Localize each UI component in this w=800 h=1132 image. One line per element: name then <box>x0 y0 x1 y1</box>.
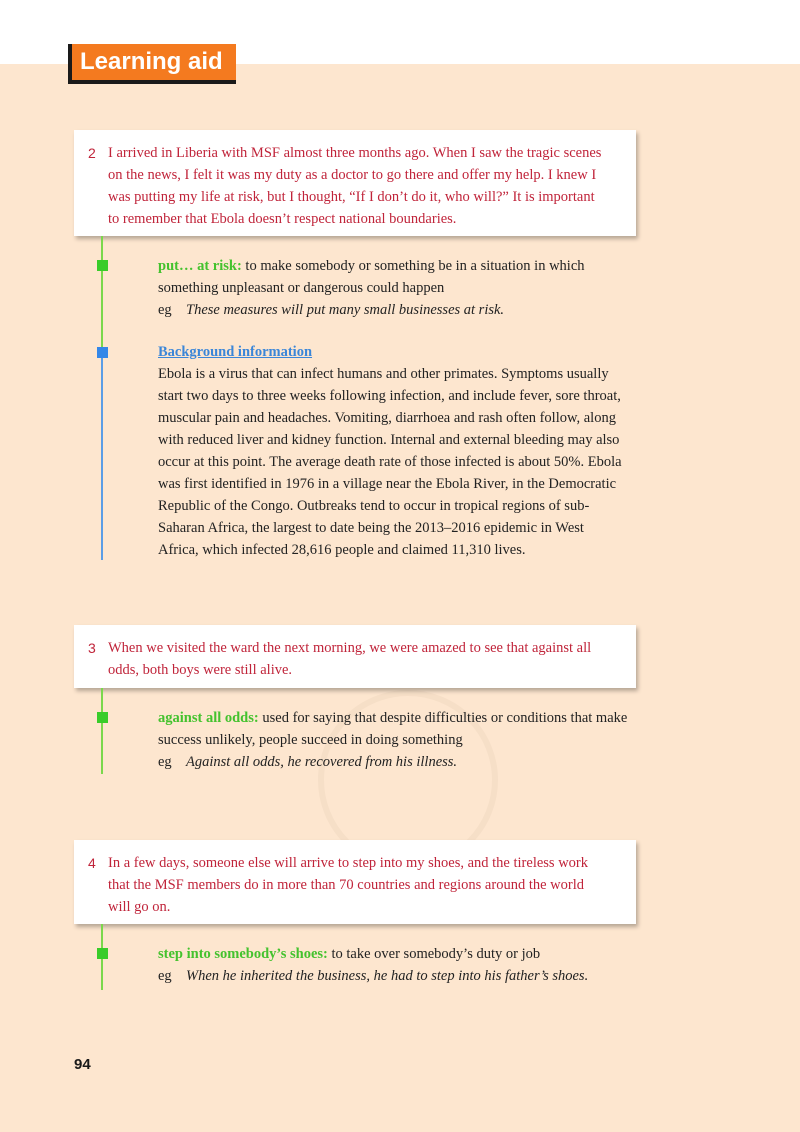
quote-box-2 <box>74 130 636 236</box>
background-line: was first identified in 1976 in a village near the Ebola River, in the Democratic <box>158 476 617 492</box>
background-title: Background information <box>158 344 313 360</box>
vocab-definition: to make somebody or something be in a situation in which <box>245 258 585 274</box>
quote-box-4 <box>74 840 636 924</box>
vocab-note <box>158 943 638 987</box>
header-title: Learning aid <box>72 44 236 80</box>
vocab-term: against all odds: <box>158 710 259 726</box>
eg-label: eg <box>158 754 172 770</box>
eg-label: eg <box>158 302 172 318</box>
quote-line: was putting my life at risk, but I thought, “If I don’t do it, who will?” It is important <box>108 189 595 205</box>
background-line: start two days to three weeks following infection, and include fever, sore throat, <box>158 388 621 404</box>
background-line: occur at this point. The average death rate of those infected is about 50%. Ebola <box>158 454 622 470</box>
vocab-example: When he inherited the business, he had to step into his father’s shoes. <box>186 968 589 984</box>
quote-line: to remember that Ebola doesn’t respect national boundaries. <box>108 211 457 227</box>
background-line: Ebola is a virus that can infect humans and other primates. Symptoms usually <box>158 366 609 382</box>
vocab-definition: something unpleasant or dangerous could happen <box>158 280 445 296</box>
background-line: Africa, which infected 28,616 people and claimed 11,310 lives. <box>158 542 526 558</box>
background-note <box>158 341 638 561</box>
vocab-marker-square <box>97 948 108 959</box>
quote-line: that the MSF members do in more than 70 countries and regions around the world <box>108 877 584 893</box>
background-line: Republic of the Congo. Outbreaks tend to occur in tropical regions of sub- <box>158 498 590 514</box>
vocab-example: Against all odds, he recovered from his illness. <box>186 754 458 770</box>
quote-number: 4 <box>88 855 96 871</box>
quote-line: on the news, I felt it was my duty as a doctor to go there and offer my help. I knew I <box>108 167 597 183</box>
vocab-note <box>158 255 638 321</box>
quote-line: In a few days, someone else will arrive to step into my shoes, and the tireless work <box>108 855 588 871</box>
vocab-example: These measures will put many small businesses at risk. <box>186 302 505 318</box>
vocab-marker-square <box>97 712 108 723</box>
quote-line: I arrived in Liberia with MSF almost three months ago. When I saw the tragic scenes <box>108 145 602 161</box>
quote-line: odds, both boys were still alive. <box>108 662 293 678</box>
quote-box-3 <box>74 625 636 688</box>
vocab-definition: success unlikely, people succeed in doing something <box>158 732 463 748</box>
quote-line: When we visited the ward the next morning, we were amazed to see that against all <box>108 640 592 656</box>
vocab-definition: to take over somebody’s duty or job <box>331 946 541 962</box>
vocab-term: step into somebody’s shoes: <box>158 946 328 962</box>
header-tab <box>68 44 236 84</box>
green-connector-line <box>101 688 103 774</box>
background-marker-square <box>97 347 108 358</box>
eg-label: eg <box>158 968 172 984</box>
vocab-definition: used for saying that despite difficulties or conditions that make <box>262 710 628 726</box>
background-line: muscular pain and headaches. Vomiting, diarrhoea and rash often follow, along <box>158 410 616 426</box>
vocab-term: put… at risk: <box>158 258 242 274</box>
quote-number: 3 <box>88 640 96 656</box>
vocab-marker-square <box>97 260 108 271</box>
page-number: 94 <box>74 1056 91 1073</box>
background-line: Saharan Africa, the largest to date being the 2013–2016 epidemic in West <box>158 520 584 536</box>
background-line: with reduced liver and kidney function. Internal and external bleeding may also <box>158 432 620 448</box>
green-connector-line <box>101 236 103 350</box>
vocab-note <box>158 707 638 773</box>
blue-connector-line <box>101 350 103 560</box>
quote-number: 2 <box>88 145 96 161</box>
quote-line: will go on. <box>108 899 171 915</box>
